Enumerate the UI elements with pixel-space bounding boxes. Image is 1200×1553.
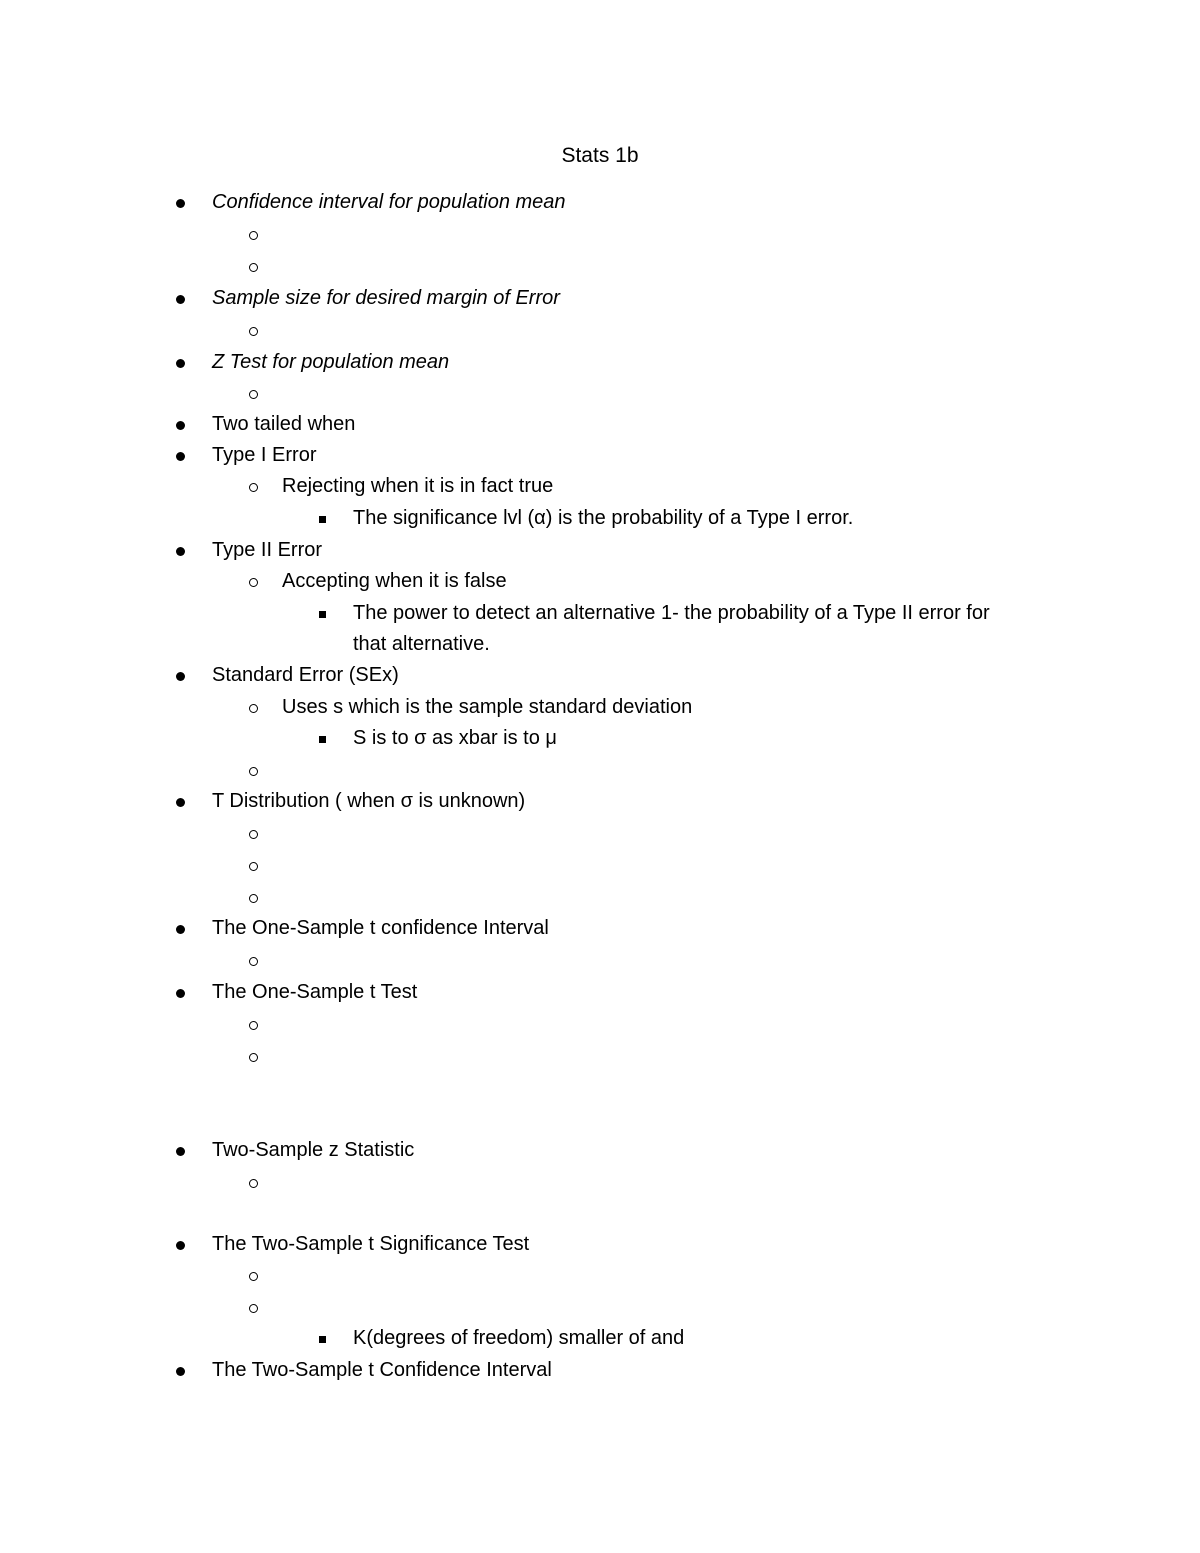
outline-line-level-1 [0,915,1200,947]
outline-line-level-2 [0,221,1200,253]
outline-text: that alternative. [353,633,490,655]
outline-line-level-1 [0,411,1200,443]
outline-line-level-2 [0,380,1200,412]
outline-text: Confidence interval for population mean [212,191,566,213]
outline-line-level-2 [0,694,1200,726]
outline-text: The One-Sample t confidence Interval [212,917,549,939]
outline-text: The power to detect an alternative 1- the probability of a Type II error for [353,602,990,624]
bullet-circle-icon [249,704,258,713]
outline-text: Type II Error [212,539,323,561]
bullet-circle-icon [249,894,258,903]
outline-line-level-2 [0,820,1200,852]
outline-line-level-2 [0,1294,1200,1326]
outline-line-level-1 [0,1357,1200,1389]
document-title: Stats 1b [561,144,639,167]
outline-text: Z Test for population mean [212,351,450,373]
outline-line-level-1 [0,1231,1200,1263]
bullet-dot-icon [176,452,185,461]
outline-text: The Two-Sample t Significance Test [212,1233,530,1255]
bullet-circle-icon [249,1021,258,1030]
outline-line-level-2 [0,317,1200,349]
bullet-circle-icon [249,1272,258,1281]
outline-text: Type I Error [212,444,317,466]
outline-line-level-2 [0,884,1200,916]
outline-line-level-3 [0,631,1200,663]
outline-line-level-1 [0,189,1200,221]
outline-line-level-2 [0,1043,1200,1075]
outline-text: K(degrees of freedom) smaller of and [353,1327,685,1349]
outline-line-level-3 [0,1325,1200,1357]
bullet-dot-icon [176,359,185,368]
bullet-circle-icon [249,957,258,966]
bullet-dot-icon [176,989,185,998]
outline-line-level-2 [0,757,1200,789]
outline-line-level-2 [0,473,1200,505]
outline-line-level-2 [0,947,1200,979]
bullet-dot-icon [176,421,185,430]
outline-line-level-3 [0,725,1200,757]
outline-line-level-2 [0,852,1200,884]
outline-line-level-3 [0,600,1200,632]
outline-line-level-2 [0,1169,1200,1201]
outline-line-level-1 [0,537,1200,569]
outline-text: The Two-Sample t Confidence Interval [212,1359,552,1381]
bullet-circle-icon [249,1304,258,1313]
outline-text: The One-Sample t Test [212,981,418,1003]
bullet-square-icon [319,611,326,618]
bullet-square-icon [319,736,326,743]
bullet-dot-icon [176,1147,185,1156]
outline-line-level-2 [0,568,1200,600]
outline-text: Rejecting when it is in fact true [282,475,554,497]
bullet-circle-icon [249,830,258,839]
outline-line-level-1 [0,979,1200,1011]
outline-text: The significance lvl (α) is the probability of a Type I error. [353,507,854,529]
bullet-circle-icon [249,767,258,776]
outline-text: Sample size for desired margin of Error [212,287,560,309]
bullet-dot-icon [176,1241,185,1250]
outline-line-level-1 [0,442,1200,474]
bullet-circle-icon [249,327,258,336]
bullet-circle-icon [249,1179,258,1188]
outline-text: Accepting when it is false [282,570,507,592]
outline-text: Two-Sample z Statistic [212,1139,415,1161]
bullet-circle-icon [249,862,258,871]
outline-text: S is to σ as xbar is to μ [353,727,557,749]
outline-line-level-2 [0,253,1200,285]
bullet-circle-icon [249,231,258,240]
bullet-dot-icon [176,199,185,208]
bullet-dot-icon [176,295,185,304]
outline-line-level-1 [0,788,1200,820]
outline-text: T Distribution ( when σ is unknown) [212,790,526,812]
bullet-dot-icon [176,1367,185,1376]
outline-line-level-3 [0,505,1200,537]
bullet-dot-icon [176,798,185,807]
bullet-dot-icon [176,925,185,934]
bullet-circle-icon [249,483,258,492]
bullet-circle-icon [249,1053,258,1062]
outline-line-level-2 [0,1262,1200,1294]
bullet-circle-icon [249,390,258,399]
outline-line-level-1 [0,1137,1200,1169]
bullet-dot-icon [176,672,185,681]
bullet-circle-icon [249,263,258,272]
bullet-dot-icon [176,547,185,556]
outline-text: Two tailed when [212,413,356,435]
bullet-square-icon [319,1336,326,1343]
outline-line-level-1 [0,662,1200,694]
bullet-circle-icon [249,578,258,587]
outline-line-level-1 [0,349,1200,381]
outline-line-level-2 [0,1011,1200,1043]
outline-text: Standard Error (SEx) [212,664,399,686]
bullet-square-icon [319,516,326,523]
outline-text: Uses s which is the sample standard deviation [282,696,693,718]
outline-line-level-1 [0,285,1200,317]
